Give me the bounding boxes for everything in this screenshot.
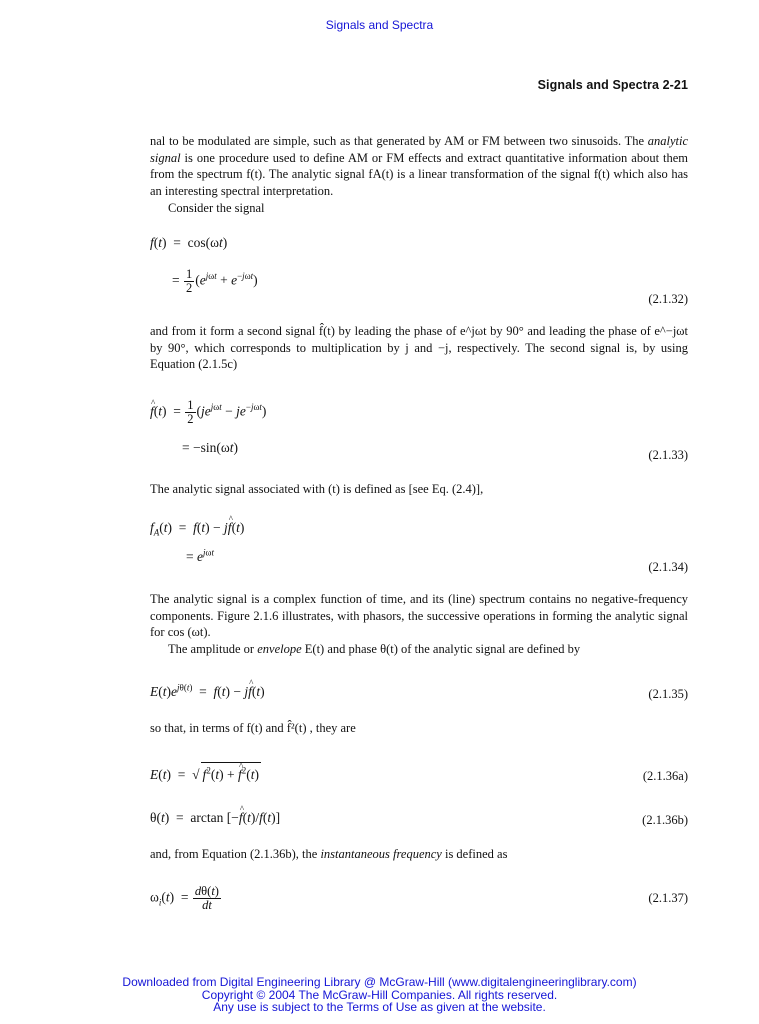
equation-envelope: E(t) = √ $f^2(t)$ + ^ $f^2(t)$ xyxy=(150,762,688,786)
paragraph-envelope: The amplitude or envelope E(t) and phase θ(t) of the analytic signal are defined by xyxy=(168,642,581,656)
footer-download-link[interactable]: Downloaded from Digital Engineering Library @ McGraw-Hill (www.digitalengineeringlibrary.com) xyxy=(122,975,637,989)
paragraph-second-signal: and from it form a second signal f̂(t) by leading the phase of e^jωt by 90° and leading the phase of e^−jωt by 90°, which corresponds to multiplication by j and −j, respectively. The second signal is, by using Equation (2.1.5c) xyxy=(150,324,688,371)
equation-signal-expansion: = $\frac{1}{2}$ $(e^{j\omega t} + e^{-j\omega t})$ xyxy=(172,267,258,295)
equation-number-2-1-33: (2.1.33) xyxy=(648,448,688,462)
footer-notice xyxy=(0,976,759,1014)
equation-number-2-1-32: (2.1.32) xyxy=(648,292,688,306)
equation-phase: θ(t) = arctan [−^ f(t)/f(t)] xyxy=(150,806,688,830)
top-header-link[interactable]: Signals and Spectra xyxy=(325,18,434,32)
paragraph-complex-function: The analytic signal is a complex function of time, and its (line) spectrum contains no negative-frequency components. Figure 2.1.6 illustrates, with phasors, the successive operations in forming the analytic signal for cos (ωt). xyxy=(150,592,688,639)
footer-terms-link[interactable]: Any use is subject to the Terms of Use as given at the website. xyxy=(213,1000,546,1014)
equation-number-2-1-35: (2.1.35) xyxy=(648,687,688,701)
equation-number-2-1-36b: (2.1.36b) xyxy=(642,813,688,827)
running-head: Signals and Spectra 2-21 xyxy=(537,78,688,92)
paragraph-instantaneous: and, from Equation (2.1.36b), the instantaneous frequency is defined as xyxy=(150,847,508,861)
equation-envelope-phase: $E(t)e^{j\theta(t)} = f(t)$ − j^ f(t) xyxy=(150,680,688,704)
equation-number-2-1-37: (2.1.37) xyxy=(648,891,688,905)
footer-copyright-link[interactable]: Copyright © 2004 The McGraw-Hill Companies. All rights reserved. xyxy=(201,987,558,1002)
paragraph-in-terms-of: so that, in terms of f(t) and f̂²(t) , they are xyxy=(150,721,356,735)
equation-number-2-1-36a: (2.1.36a) xyxy=(642,769,688,783)
equation-instantaneous-frequency: $\omega_i(t)$ = $\frac{d\theta(t)}{dt}$ xyxy=(150,884,219,912)
equation-number-2-1-34: (2.1.34) xyxy=(648,560,688,574)
paragraph-analytic-def: The analytic signal associated with (t) is defined as [see Eq. (2.4)], xyxy=(150,482,484,496)
paragraph-consider: Consider the signal xyxy=(168,201,265,215)
equation-hilbert-result: = −sin(ωt) xyxy=(182,440,239,455)
paragraph-intro: nal to be modulated are simple, such as that generated by AM or FM between two sinusoids. The analytic signal is one procedure used to define AM or FM effects and extract quantitative information about them from the spectrum f(t). The analytic signal fA(t) is a linear transformation of the signal f(t) which also has an interesting spectral interpretation. xyxy=(150,134,688,198)
equation-hilbert-def: ^ f(t) = $\frac{1}{2}$ $(je^{j\omega t} - je^{-j\omega t})$ xyxy=(150,399,688,423)
equation-analytic-signal: $f_A(t) = f(t)$ − j^ f(t) xyxy=(150,516,688,540)
equation-signal-def: f(t) = cos(ωt) xyxy=(150,235,228,250)
equation-analytic-result: = $e^{j\omega t}$ xyxy=(186,547,214,564)
